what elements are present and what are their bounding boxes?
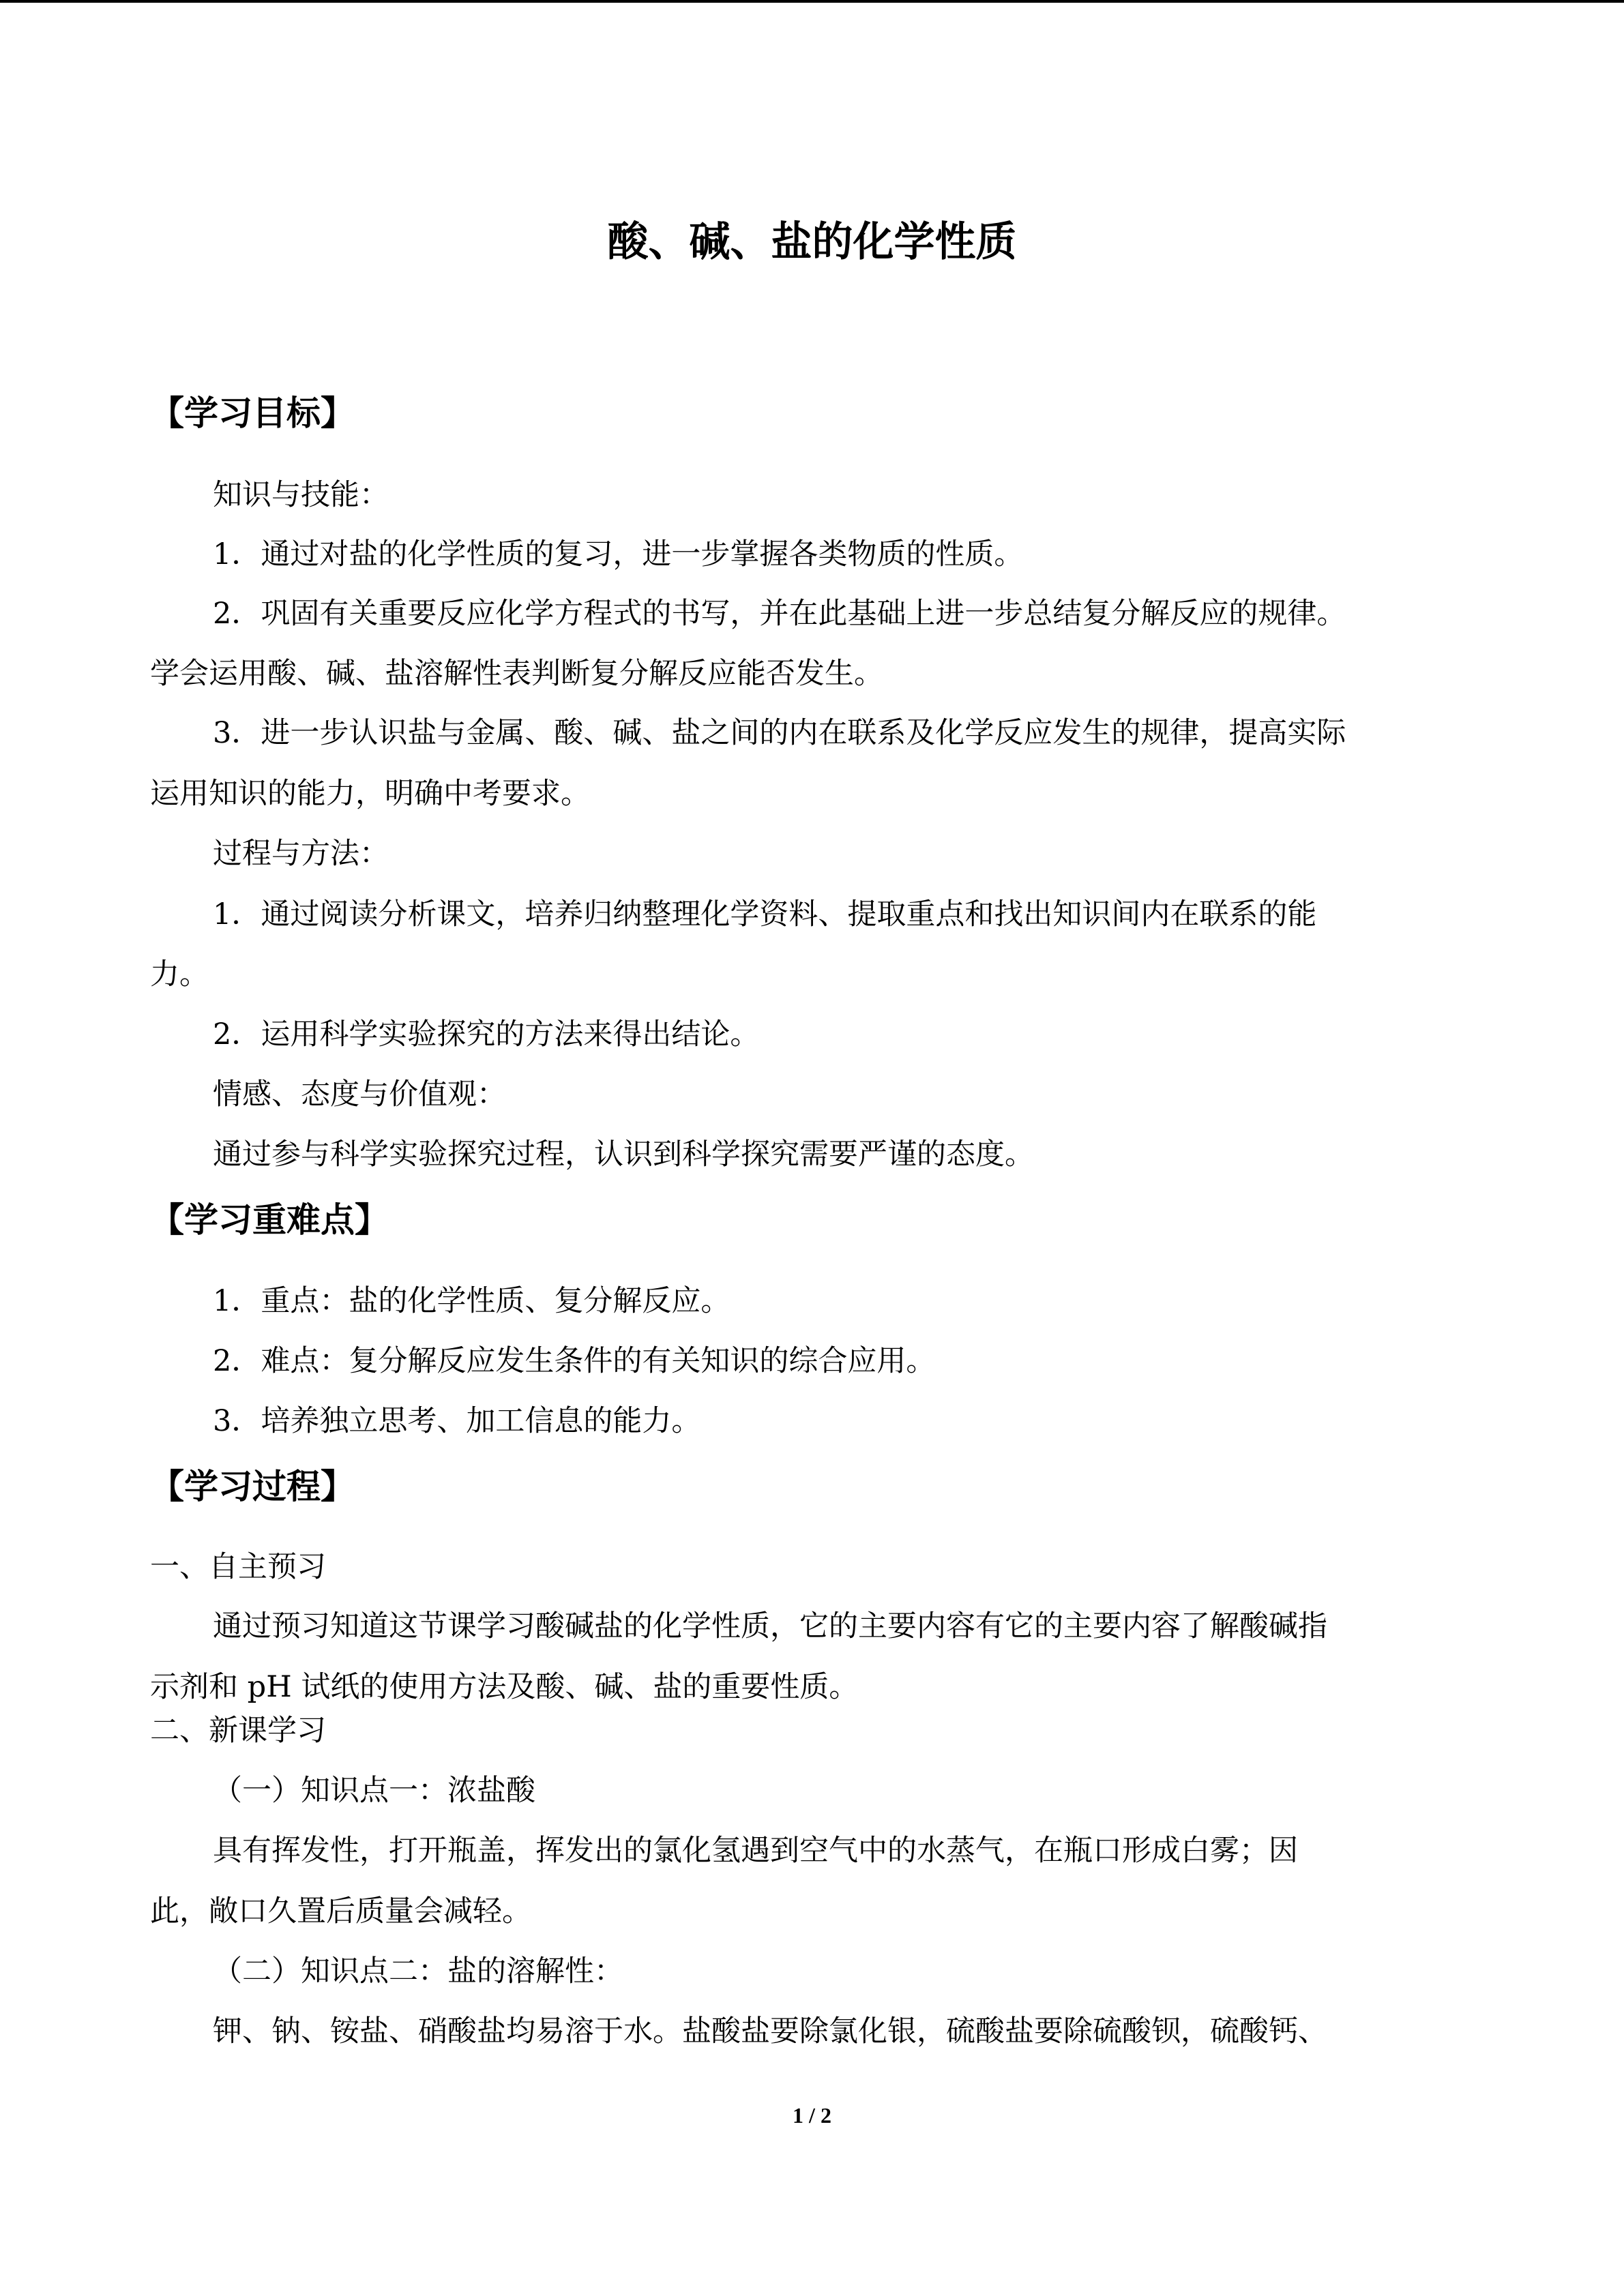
- process-item-1-line1: 1．通过阅读分析课文，培养归纳整理化学资料、提取重点和找出知识间内在联系的能: [213, 897, 1317, 931]
- knowledge-item-1: 1．通过对盐的化学性质的复习，进一步掌握各类物质的性质。: [213, 537, 1024, 571]
- section-heading-objectives: 【学习目标】: [150, 393, 355, 433]
- section-heading-process: 【学习过程】: [150, 1467, 355, 1506]
- key-point-1: 1．重点：盐的化学性质、复分解反应。: [213, 1284, 730, 1318]
- process-part2-title: 二、新课学习: [150, 1714, 326, 1748]
- process-item-2: 2．运用科学实验探究的方法来得出结论。: [213, 1017, 760, 1052]
- emotion-label: 情感、态度与价值观：: [213, 1077, 506, 1112]
- process-label: 过程与方法：: [213, 837, 389, 871]
- knowledge-point-1-line1: 具有挥发性，打开瓶盖，挥发出的氯化氢遇到空气中的水蒸气，在瓶口形成白雾；因: [213, 1834, 1298, 1868]
- knowledge-item-3-line2: 运用知识的能力，明确中考要求。: [150, 777, 590, 811]
- page-title: 酸、碱、盐的化学性质: [607, 218, 1017, 266]
- emotion-item-1: 通过参与科学实验探究过程，认识到科学探究需要严谨的态度。: [213, 1137, 1034, 1172]
- knowledge-item-2-line1: 2．巩固有关重要反应化学方程式的书写，并在此基础上进一步总结复分解反应的规律。: [213, 597, 1346, 631]
- knowledge-item-3-line1: 3．进一步认识盐与金属、酸、碱、盐之间的内在联系及化学反应发生的规律，提高实际: [213, 716, 1346, 750]
- process-part1-title: 一、自主预习: [150, 1550, 326, 1584]
- process-item-1-line2: 力。: [150, 957, 209, 992]
- knowledge-point-2-line1: 钾、钠、铵盐、硝酸盐均易溶于水。盐酸盐要除氯化银，硫酸盐要除硫酸钡，硫酸钙、: [213, 2014, 1327, 2048]
- knowledge-item-2-line2: 学会运用酸、碱、盐溶解性表判断复分解反应能否发生。: [150, 657, 883, 691]
- key-point-2: 2．难点：复分解反应发生条件的有关知识的综合应用。: [213, 1344, 936, 1378]
- key-point-3: 3．培养独立思考、加工信息的能力。: [213, 1404, 701, 1438]
- process-part1-line2: 示剂和 pH 试纸的使用方法及酸、碱、盐的重要性质。: [150, 1670, 859, 1704]
- knowledge-point-2-title: （二）知识点二：盐的溶解性：: [213, 1954, 623, 1988]
- knowledge-point-1-title: （一）知识点一：浓盐酸: [213, 1774, 535, 1808]
- knowledge-point-1-line2: 此，敞口久置后质量会减轻。: [150, 1894, 531, 1928]
- section-heading-key-points: 【学习重难点】: [150, 1200, 389, 1240]
- page-number: 1 / 2: [793, 2103, 831, 2128]
- knowledge-label: 知识与技能：: [213, 478, 389, 512]
- top-border: [0, 0, 1624, 3]
- process-part1-line1: 通过预习知道这节课学习酸碱盐的化学性质，它的主要内容有它的主要内容了解酸碱指: [213, 1609, 1327, 1643]
